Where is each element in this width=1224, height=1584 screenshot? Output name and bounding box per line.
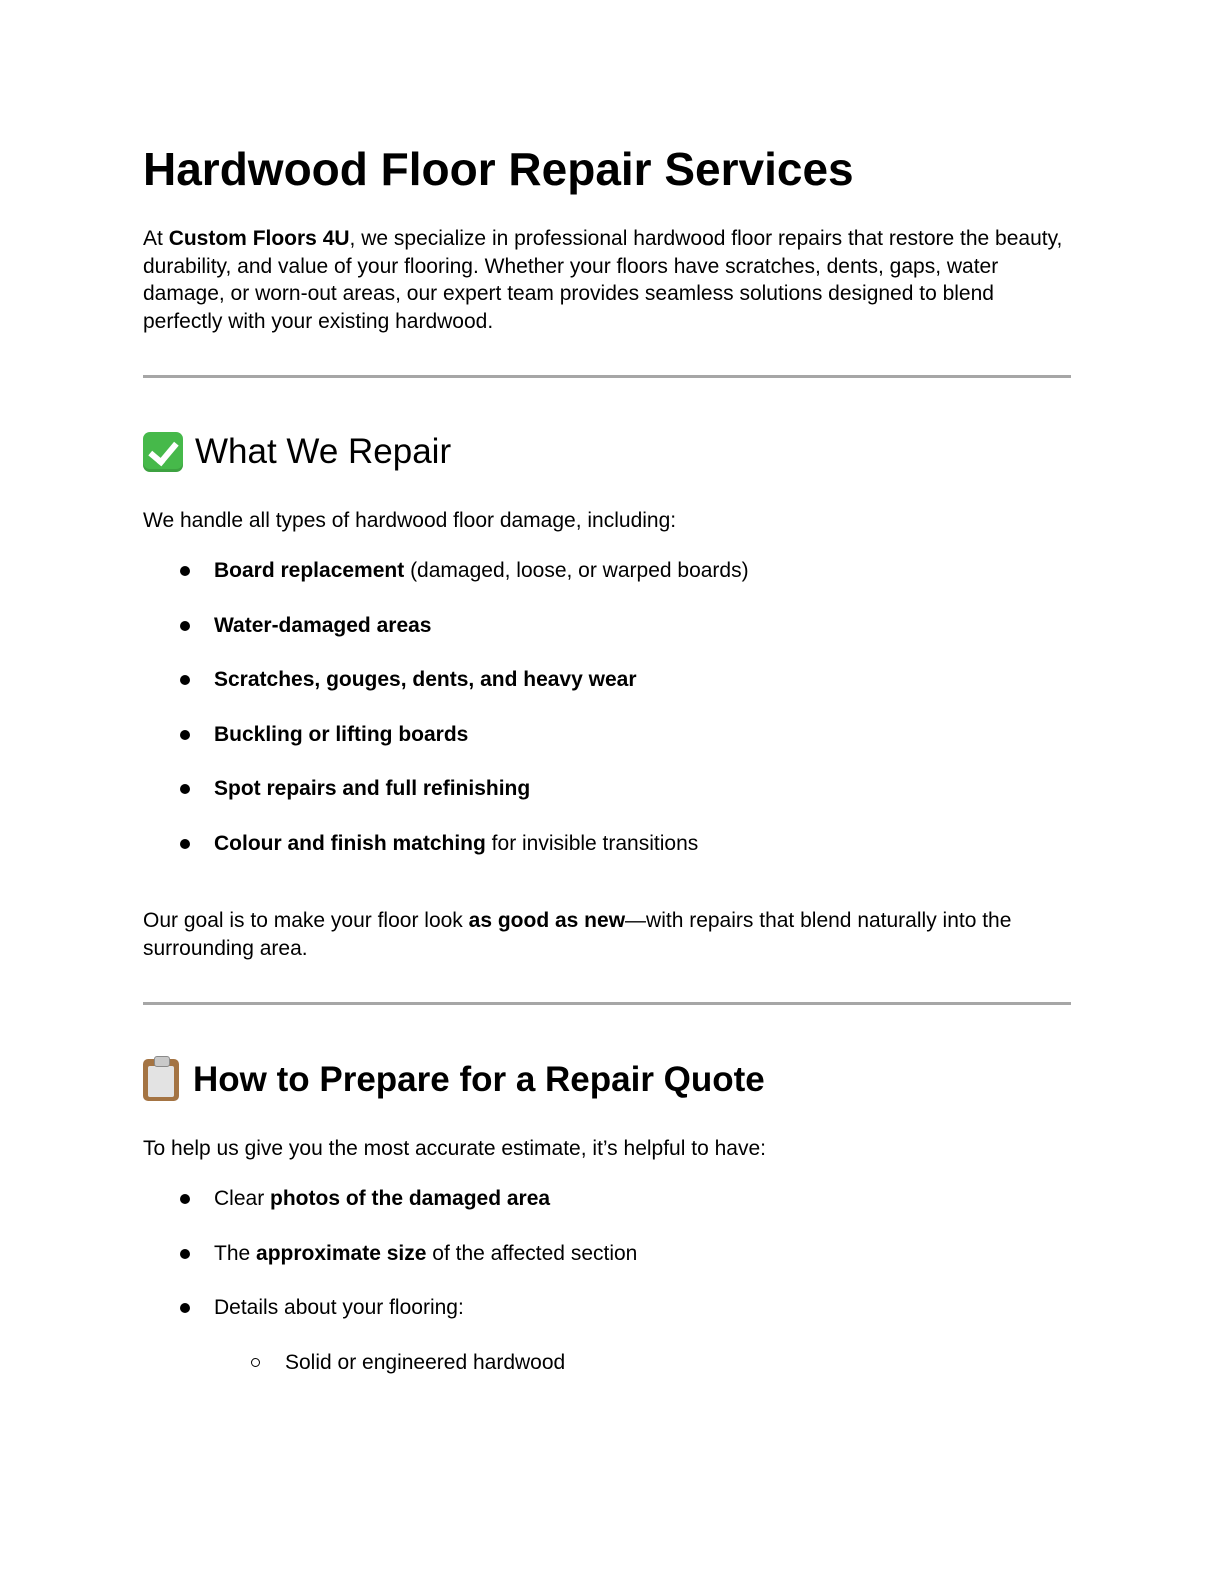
list-item-text: for invisible transitions: [485, 831, 699, 855]
goal-prefix: Our goal is to make your floor look: [143, 909, 469, 932]
list-item: [143, 1294, 1071, 1349]
goal-rest: —with repairs that blend naturally into the surrounding area.: [143, 909, 1012, 960]
list-item-bold: photos of the damaged area: [270, 1187, 551, 1210]
list-item-text: Details about your flooring:: [214, 1296, 464, 1319]
list-item: [143, 775, 1071, 830]
sub-list-item: Solid or engineered hardwood: [143, 1349, 1071, 1404]
list-item-bold: Spot repairs and full refinishing: [214, 777, 531, 800]
list-item-bold: Water-damaged areas: [214, 613, 432, 637]
repair-list: [143, 557, 1071, 884]
list-item-text: The: [214, 1241, 257, 1265]
list-item-bold: Buckling or lifting boards: [214, 722, 469, 746]
intro-paragraph: [143, 225, 1071, 335]
list-item-text: (damaged, loose, or warped boards): [404, 559, 749, 582]
list-item: [143, 830, 1071, 885]
list-item: [143, 557, 1071, 612]
clipboard-icon: [143, 1059, 179, 1101]
section-heading-text: How to Prepare for a Repair Quote: [193, 1060, 765, 1099]
list-item-bold: Board replacement: [214, 559, 405, 582]
list-item-bold: approximate size: [256, 1241, 427, 1265]
goal-paragraph: [143, 907, 1071, 962]
list-item: [143, 666, 1071, 721]
list-item: [143, 612, 1071, 667]
list-item: [143, 721, 1071, 776]
list-item: [143, 1185, 1071, 1240]
goal-bold: as good as new: [468, 909, 626, 932]
section-heading-text: What We Repair: [195, 432, 452, 471]
prepare-list: [143, 1185, 1071, 1403]
list-item-bold: Scratches, gouges, dents, and heavy wear: [214, 668, 637, 691]
section-heading-what-we-repair: [143, 430, 451, 474]
repair-lead-text: We handle all types of hardwood floor damage, including:: [143, 509, 677, 532]
list-item: [143, 1240, 1071, 1295]
page-title: Hardwood Floor Repair Services: [143, 143, 854, 195]
section-divider: [143, 375, 1071, 378]
brand-name: Custom Floors 4U: [168, 227, 350, 250]
list-item-text: Clear: [214, 1187, 271, 1210]
prepare-lead-text: To help us give you the most accurate estimate, it’s helpful to have:: [143, 1137, 766, 1160]
section-divider: [143, 1002, 1071, 1005]
intro-text: , we specialize in professional hardwood floor repairs that restore the beauty, durability, and value of your flooring. Whether your floors have scratches, dents, gaps, water damage, or worn-out areas, our expert team provides seamless solutions designed to blend perfectly with your existing hardwood.: [143, 227, 1063, 333]
intro-prefix: At: [143, 227, 169, 250]
check-mark-icon: [143, 432, 183, 472]
list-item-bold: Colour and finish matching: [214, 831, 486, 855]
list-item-text: of the affected section: [426, 1241, 638, 1265]
section-heading-prepare-quote: [143, 1058, 765, 1102]
